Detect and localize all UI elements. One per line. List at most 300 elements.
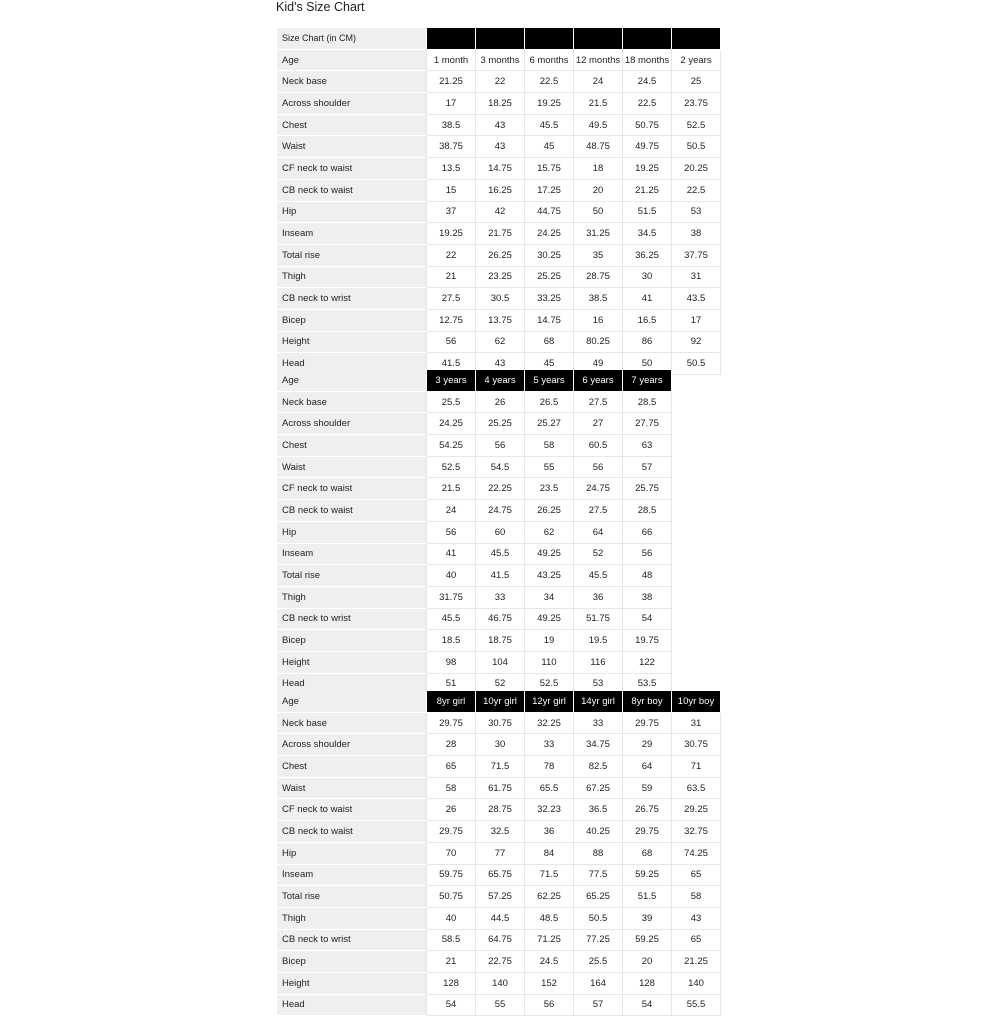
measurement-cell: 36	[574, 586, 623, 608]
measurement-cell: 24.75	[574, 478, 623, 500]
measurement-cell: 26	[427, 799, 476, 821]
row-label: Hip	[277, 842, 427, 864]
row-label: Hip	[277, 521, 427, 543]
measurement-cell: 56	[525, 994, 574, 1016]
measurement-cell: 27	[574, 413, 623, 435]
measurement-cell: 34	[525, 586, 574, 608]
measurement-cell: 37	[427, 201, 476, 223]
row-label: Height	[277, 651, 427, 673]
row-label: Bicep	[277, 309, 427, 331]
measurement-cell: 53	[574, 673, 623, 695]
measurement-cell: 21.25	[672, 951, 721, 973]
measurement-cell: 27.5	[574, 391, 623, 413]
measurement-cell: 41	[623, 288, 672, 310]
measurement-cell: 29.75	[623, 821, 672, 843]
table-row	[277, 821, 721, 843]
table-row	[277, 266, 721, 288]
measurement-cell: 152	[525, 972, 574, 994]
measurement-cell: 77.5	[574, 864, 623, 886]
measurement-cell: 58	[672, 886, 721, 908]
measurement-cell: 21.75	[476, 223, 525, 245]
row-label: Waist	[277, 136, 427, 158]
row-label: Total rise	[277, 244, 427, 266]
row-label: Across shoulder	[277, 93, 427, 115]
measurement-cell: 21.5	[574, 93, 623, 115]
measurement-cell: 55.5	[672, 994, 721, 1016]
measurement-cell: 26.25	[476, 244, 525, 266]
table-row	[277, 435, 672, 457]
measurement-cell: 27.5	[427, 288, 476, 310]
measurement-cell: 43.25	[525, 565, 574, 587]
table-row	[277, 842, 721, 864]
measurement-cell: 19	[525, 630, 574, 652]
row-label: Thigh	[277, 266, 427, 288]
table-row	[277, 651, 672, 673]
measurement-cell: 122	[623, 651, 672, 673]
measurement-cell: 82.5	[574, 756, 623, 778]
measurement-cell: 17	[672, 309, 721, 331]
measurement-cell: 50	[623, 353, 672, 375]
row-label: CB neck to wrist	[277, 929, 427, 951]
measurement-cell: 50.5	[672, 136, 721, 158]
measurement-cell: 54.25	[427, 435, 476, 457]
table-row	[277, 565, 672, 587]
measurement-cell: 38	[623, 586, 672, 608]
measurement-cell: 24.25	[427, 413, 476, 435]
measurement-cell: 140	[672, 972, 721, 994]
row-label: Height	[277, 972, 427, 994]
measurement-cell: 25.25	[476, 413, 525, 435]
measurement-cell: 64	[574, 521, 623, 543]
row-label: Waist	[277, 777, 427, 799]
measurement-cell: 25.5	[427, 391, 476, 413]
caption-row	[277, 28, 721, 50]
measurement-cell: 23.75	[672, 93, 721, 115]
measurement-cell: 13.5	[427, 158, 476, 180]
measurement-cell: 38.75	[427, 136, 476, 158]
header-cell-blank	[623, 28, 672, 50]
measurement-cell: 21.25	[427, 71, 476, 93]
measurement-cell: 77	[476, 842, 525, 864]
measurement-cell: 70	[427, 842, 476, 864]
measurement-cell: 52	[476, 673, 525, 695]
measurement-cell: 18.75	[476, 630, 525, 652]
measurement-cell: 59.75	[427, 864, 476, 886]
measurement-cell: 45	[525, 353, 574, 375]
measurement-cell: 22	[476, 71, 525, 93]
table-row	[277, 734, 721, 756]
row-label: Neck base	[277, 391, 427, 413]
measurement-cell: 62.25	[525, 886, 574, 908]
measurement-cell: 18.25	[476, 93, 525, 115]
table-row	[277, 158, 721, 180]
measurement-cell: 56	[476, 435, 525, 457]
measurement-cell: 110	[525, 651, 574, 673]
row-label: Inseam	[277, 543, 427, 565]
measurement-cell: 28	[427, 734, 476, 756]
column-header: 12 months	[574, 49, 623, 71]
measurement-cell: 51.75	[574, 608, 623, 630]
measurement-cell: 36	[525, 821, 574, 843]
measurement-cell: 16.5	[623, 309, 672, 331]
table-caption: Size Chart (in CM)	[277, 28, 427, 50]
measurement-cell: 49.25	[525, 543, 574, 565]
measurement-cell: 49.75	[623, 136, 672, 158]
measurement-cell: 71.5	[476, 756, 525, 778]
measurement-cell: 53.5	[623, 673, 672, 695]
measurement-cell: 55	[476, 994, 525, 1016]
measurement-cell: 104	[476, 651, 525, 673]
measurement-cell: 43	[476, 353, 525, 375]
measurement-cell: 71.5	[525, 864, 574, 886]
row-label: Across shoulder	[277, 734, 427, 756]
row-label: Chest	[277, 756, 427, 778]
row-label: Across shoulder	[277, 413, 427, 435]
measurement-cell: 50.75	[623, 114, 672, 136]
measurement-cell: 68	[525, 331, 574, 353]
measurement-cell: 61.75	[476, 777, 525, 799]
measurement-cell: 52.5	[427, 456, 476, 478]
table-row	[277, 288, 721, 310]
measurement-cell: 48.5	[525, 907, 574, 929]
row-label: Chest	[277, 114, 427, 136]
table-row	[277, 331, 721, 353]
measurement-cell: 58	[427, 777, 476, 799]
table-row	[277, 521, 672, 543]
measurement-cell: 26.5	[525, 391, 574, 413]
measurement-cell: 38	[672, 223, 721, 245]
measurement-cell: 45.5	[574, 565, 623, 587]
measurement-cell: 41	[427, 543, 476, 565]
measurement-cell: 29.75	[427, 821, 476, 843]
measurement-cell: 56	[427, 521, 476, 543]
measurement-cell: 30	[623, 266, 672, 288]
measurement-cell: 60.5	[574, 435, 623, 457]
measurement-cell: 52.5	[525, 673, 574, 695]
measurement-cell: 22	[427, 244, 476, 266]
column-header: 6 years	[574, 370, 623, 392]
measurement-cell: 49.25	[525, 608, 574, 630]
measurement-cell: 33	[476, 586, 525, 608]
measurement-cell: 32.23	[525, 799, 574, 821]
row-label: Inseam	[277, 864, 427, 886]
measurement-cell: 38.5	[574, 288, 623, 310]
column-header: 3 years	[427, 370, 476, 392]
measurement-cell: 78	[525, 756, 574, 778]
column-header: 2 years	[672, 49, 721, 71]
measurement-cell: 63	[623, 435, 672, 457]
measurement-cell: 32.75	[672, 821, 721, 843]
measurement-cell: 128	[623, 972, 672, 994]
measurement-cell: 19.25	[623, 158, 672, 180]
measurement-cell: 50.5	[574, 907, 623, 929]
measurement-cell: 27.75	[623, 413, 672, 435]
measurement-cell: 52	[574, 543, 623, 565]
measurement-cell: 41.5	[476, 565, 525, 587]
measurement-cell: 16.25	[476, 179, 525, 201]
measurement-cell: 19.25	[525, 93, 574, 115]
measurement-cell: 65.5	[525, 777, 574, 799]
measurement-cell: 30.75	[672, 734, 721, 756]
measurement-cell: 24.5	[525, 951, 574, 973]
measurement-cell: 31.25	[574, 223, 623, 245]
table-row	[277, 201, 721, 223]
measurement-cell: 92	[672, 331, 721, 353]
measurement-cell: 50.5	[672, 353, 721, 375]
table-row	[277, 223, 721, 245]
measurement-cell: 21.25	[623, 179, 672, 201]
measurement-cell: 63.5	[672, 777, 721, 799]
column-header: 10yr girl	[476, 691, 525, 713]
table-row	[277, 93, 721, 115]
column-header: 3 months	[476, 49, 525, 71]
measurement-cell: 22.5	[525, 71, 574, 93]
measurement-cell: 29	[623, 734, 672, 756]
measurement-cell: 57	[574, 994, 623, 1016]
measurement-cell: 74.25	[672, 842, 721, 864]
measurement-cell: 25	[672, 71, 721, 93]
page-title: Kid's Size Chart	[276, 0, 365, 14]
column-header: 6 months	[525, 49, 574, 71]
measurement-cell: 65.75	[476, 864, 525, 886]
measurement-cell: 38.5	[427, 114, 476, 136]
measurement-cell: 58.5	[427, 929, 476, 951]
measurement-cell: 31.75	[427, 586, 476, 608]
row-label: CF neck to waist	[277, 478, 427, 500]
table-row	[277, 907, 721, 929]
measurement-cell: 128	[427, 972, 476, 994]
measurement-cell: 66	[623, 521, 672, 543]
row-label: Age	[277, 49, 427, 71]
measurement-cell: 56	[623, 543, 672, 565]
measurement-cell: 28.75	[574, 266, 623, 288]
measurement-cell: 24	[427, 500, 476, 522]
measurement-cell: 51	[427, 673, 476, 695]
measurement-cell: 30.75	[476, 712, 525, 734]
measurement-cell: 65	[672, 864, 721, 886]
row-label: Neck base	[277, 712, 427, 734]
measurement-cell: 23.25	[476, 266, 525, 288]
measurement-cell: 25.75	[623, 478, 672, 500]
measurement-cell: 65	[427, 756, 476, 778]
row-label: Neck base	[277, 71, 427, 93]
measurement-cell: 19.75	[623, 630, 672, 652]
measurement-cell: 50	[574, 201, 623, 223]
measurement-cell: 60	[476, 521, 525, 543]
header-cell-blank	[427, 28, 476, 50]
measurement-cell: 20.25	[672, 158, 721, 180]
table-row	[277, 244, 721, 266]
measurement-cell: 43	[672, 907, 721, 929]
table-row	[277, 886, 721, 908]
row-label: Thigh	[277, 907, 427, 929]
measurement-cell: 40	[427, 907, 476, 929]
table-row	[277, 929, 721, 951]
measurement-cell: 26.75	[623, 799, 672, 821]
measurement-cell: 34.5	[623, 223, 672, 245]
measurement-cell: 22.5	[672, 179, 721, 201]
measurement-cell: 19.25	[427, 223, 476, 245]
measurement-cell: 25.27	[525, 413, 574, 435]
measurement-cell: 21.5	[427, 478, 476, 500]
row-label: CF neck to waist	[277, 158, 427, 180]
measurement-cell: 54	[427, 994, 476, 1016]
measurement-cell: 23.5	[525, 478, 574, 500]
measurement-cell: 41.5	[427, 353, 476, 375]
size-table-toddler	[277, 369, 672, 695]
measurement-cell: 20	[623, 951, 672, 973]
measurement-cell: 59.25	[623, 864, 672, 886]
age-row	[277, 370, 672, 392]
row-label: CF neck to waist	[277, 799, 427, 821]
measurement-cell: 58	[525, 435, 574, 457]
measurement-cell: 71	[672, 756, 721, 778]
measurement-cell: 33	[525, 734, 574, 756]
column-header: 18 months	[623, 49, 672, 71]
measurement-cell: 116	[574, 651, 623, 673]
measurement-cell: 64	[623, 756, 672, 778]
measurement-cell: 28.5	[623, 500, 672, 522]
measurement-cell: 54.5	[476, 456, 525, 478]
measurement-cell: 35	[574, 244, 623, 266]
table-row	[277, 799, 721, 821]
measurement-cell: 42	[476, 201, 525, 223]
table-row	[277, 608, 672, 630]
measurement-cell: 53	[672, 201, 721, 223]
measurement-cell: 14.75	[476, 158, 525, 180]
measurement-cell: 22.25	[476, 478, 525, 500]
column-header: 4 years	[476, 370, 525, 392]
measurement-cell: 29.75	[427, 712, 476, 734]
measurement-cell: 45.5	[525, 114, 574, 136]
measurement-cell: 30	[476, 734, 525, 756]
measurement-cell: 36.25	[623, 244, 672, 266]
measurement-cell: 52.5	[672, 114, 721, 136]
measurement-cell: 43	[476, 136, 525, 158]
measurement-cell: 15	[427, 179, 476, 201]
row-label: Head	[277, 673, 427, 695]
measurement-cell: 46.75	[476, 608, 525, 630]
column-header: 10yr boy	[672, 691, 721, 713]
measurement-cell: 24.75	[476, 500, 525, 522]
table-row	[277, 712, 721, 734]
measurement-cell: 13.75	[476, 309, 525, 331]
column-header: 14yr girl	[574, 691, 623, 713]
measurement-cell: 28.75	[476, 799, 525, 821]
measurement-cell: 140	[476, 972, 525, 994]
measurement-cell: 33	[574, 712, 623, 734]
measurement-cell: 59.25	[623, 929, 672, 951]
table-row	[277, 586, 672, 608]
row-label: CB neck to wrist	[277, 288, 427, 310]
measurement-cell: 29.75	[623, 712, 672, 734]
row-label: CB neck to wrist	[277, 608, 427, 630]
measurement-cell: 22.5	[623, 93, 672, 115]
header-cell-blank	[574, 28, 623, 50]
measurement-cell: 24.25	[525, 223, 574, 245]
row-label: CB neck to waist	[277, 500, 427, 522]
table-row	[277, 864, 721, 886]
measurement-cell: 50.75	[427, 886, 476, 908]
measurement-cell: 19.5	[574, 630, 623, 652]
measurement-cell: 51.5	[623, 201, 672, 223]
table-row	[277, 71, 721, 93]
measurement-cell: 56	[574, 456, 623, 478]
measurement-cell: 71.25	[525, 929, 574, 951]
measurement-cell: 48	[623, 565, 672, 587]
measurement-cell: 54	[623, 608, 672, 630]
measurement-cell: 30.25	[525, 244, 574, 266]
measurement-cell: 56	[427, 331, 476, 353]
measurement-cell: 24	[574, 71, 623, 93]
measurement-cell: 29.25	[672, 799, 721, 821]
measurement-cell: 45.5	[476, 543, 525, 565]
table-row	[277, 994, 721, 1016]
table-row	[277, 756, 721, 778]
measurement-cell: 36.5	[574, 799, 623, 821]
measurement-cell: 12.75	[427, 309, 476, 331]
measurement-cell: 21	[427, 951, 476, 973]
measurement-cell: 17	[427, 93, 476, 115]
table-row	[277, 391, 672, 413]
measurement-cell: 22.75	[476, 951, 525, 973]
measurement-cell: 77.25	[574, 929, 623, 951]
measurement-cell: 62	[476, 331, 525, 353]
measurement-cell: 48.75	[574, 136, 623, 158]
measurement-cell: 18.5	[427, 630, 476, 652]
table-row	[277, 630, 672, 652]
size-table-youth	[277, 690, 721, 1016]
measurement-cell: 45	[525, 136, 574, 158]
measurement-cell: 84	[525, 842, 574, 864]
measurement-cell: 26.25	[525, 500, 574, 522]
measurement-cell: 40.25	[574, 821, 623, 843]
row-label: Total rise	[277, 886, 427, 908]
age-row	[277, 691, 721, 713]
table-row	[277, 777, 721, 799]
measurement-cell: 26	[476, 391, 525, 413]
row-label: Bicep	[277, 951, 427, 973]
table-row	[277, 951, 721, 973]
table-row	[277, 500, 672, 522]
header-cell-blank	[525, 28, 574, 50]
measurement-cell: 18	[574, 158, 623, 180]
row-label: Age	[277, 370, 427, 392]
table-row	[277, 136, 721, 158]
row-label: Age	[277, 691, 427, 713]
measurement-cell: 25.5	[574, 951, 623, 973]
measurement-cell: 68	[623, 842, 672, 864]
measurement-cell: 54	[623, 994, 672, 1016]
size-table-infant	[277, 27, 721, 375]
measurement-cell: 43.5	[672, 288, 721, 310]
row-label: CB neck to waist	[277, 821, 427, 843]
table-row	[277, 179, 721, 201]
column-header: 12yr girl	[525, 691, 574, 713]
measurement-cell: 44.75	[525, 201, 574, 223]
measurement-cell: 37.75	[672, 244, 721, 266]
measurement-cell: 65	[672, 929, 721, 951]
table-row	[277, 114, 721, 136]
row-label: Bicep	[277, 630, 427, 652]
row-label: Thigh	[277, 586, 427, 608]
measurement-cell: 30.5	[476, 288, 525, 310]
row-label: Waist	[277, 456, 427, 478]
measurement-cell: 55	[525, 456, 574, 478]
measurement-cell: 43	[476, 114, 525, 136]
measurement-cell: 32.25	[525, 712, 574, 734]
measurement-cell: 44.5	[476, 907, 525, 929]
